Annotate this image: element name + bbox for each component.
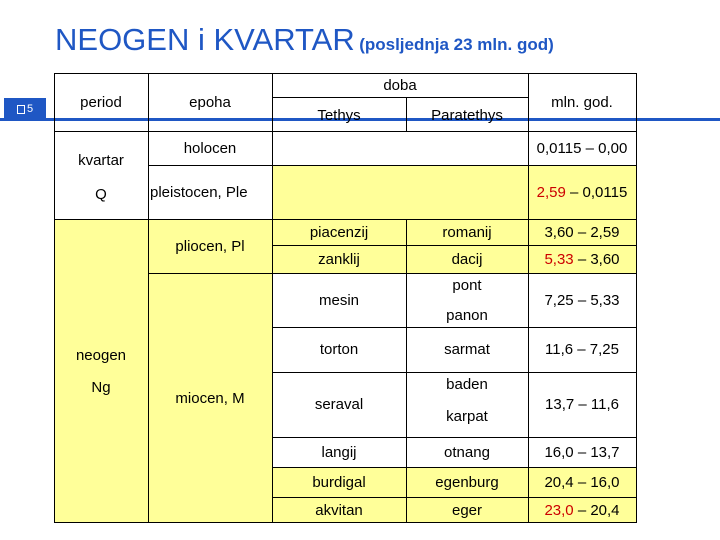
slide-title <box>55 22 554 58</box>
header-mln: mln. god. <box>551 93 613 111</box>
epoch-holocen: holocen <box>183 140 237 157</box>
stage-tethys-2: mesin <box>318 291 359 309</box>
epoch-pliocen: pliocen, Pl <box>175 237 245 255</box>
grid-v5 <box>636 73 637 523</box>
stage-tethys-3: torton <box>319 341 359 358</box>
age-6: 20,4 – 16,0 <box>544 473 620 491</box>
stage-tethys-1: zanklij <box>318 250 360 268</box>
age-2: 7,25 – 5,33 <box>544 291 620 309</box>
neogen-period-fill <box>54 219 148 523</box>
age-0: 3,60 – 2,59 <box>544 223 620 241</box>
age-5: 16,0 – 13,7 <box>544 443 620 461</box>
period-ng: Ng <box>91 378 111 396</box>
period-kvartar: kvartar <box>78 151 124 169</box>
age-1-red: 5,33 <box>544 250 574 268</box>
header-doba: doba <box>383 76 417 94</box>
age-1 <box>528 245 636 273</box>
stage-para-7: eger <box>451 501 483 519</box>
header-period: period <box>80 93 122 111</box>
title-main: NEOGEN i KVARTAR <box>55 22 355 57</box>
age-pleistocen <box>528 166 636 219</box>
stage-tethys-5: langij <box>321 443 357 461</box>
grid-v0 <box>54 73 55 523</box>
stage-para-3: sarmat <box>444 341 490 358</box>
stage-tethys-0: piacenzij <box>309 223 369 241</box>
age-pleistocen-red: 2,59 <box>536 184 566 201</box>
stage-tethys-6: burdigal <box>312 473 366 491</box>
stage-para-0: romanij <box>442 223 492 241</box>
age-7 <box>528 497 636 523</box>
header-tethys: Tethys <box>317 106 361 124</box>
stage-tethys-4: seraval <box>314 396 364 413</box>
age-4: 13,7 – 11,6 <box>545 396 619 413</box>
age-holocen: 0,0115 – 0,00 <box>536 140 628 157</box>
stage-para-4a: baden <box>446 375 488 393</box>
age-pleistocen-rest: – 0,0115 <box>565 184 628 201</box>
age-7-red: 23,0 <box>544 501 574 519</box>
period-neogen: neogen <box>75 346 127 364</box>
slide-number-badge <box>4 98 46 120</box>
epoch-pleistocen: pleistocen, Ple <box>150 184 248 201</box>
slide-number: 5 <box>26 103 34 115</box>
neogen-epoch-fill <box>148 219 272 523</box>
title-sub: (posljednja 23 mln. god) <box>359 35 554 54</box>
stage-para-2a: pont <box>452 276 482 294</box>
epoch-miocen: miocen, M <box>175 389 245 407</box>
age-3: 11,6 – 7,25 <box>545 341 619 358</box>
age-1-rest: – 3,60 <box>573 250 620 268</box>
period-q: Q <box>95 185 107 203</box>
header-paratethys: Paratethys <box>431 106 503 124</box>
stage-para-6: egenburg <box>435 473 499 491</box>
stage-para-5: otnang <box>444 443 490 461</box>
stage-para-4b: karpat <box>446 407 488 425</box>
slide-icon <box>17 105 25 114</box>
header-epoha: epoha <box>189 93 231 111</box>
stage-tethys-7: akvitan <box>315 501 363 519</box>
stage-para-1: dacij <box>451 250 483 268</box>
stage-para-2b: panon <box>446 306 488 324</box>
age-7-rest: – 20,4 <box>573 501 620 519</box>
